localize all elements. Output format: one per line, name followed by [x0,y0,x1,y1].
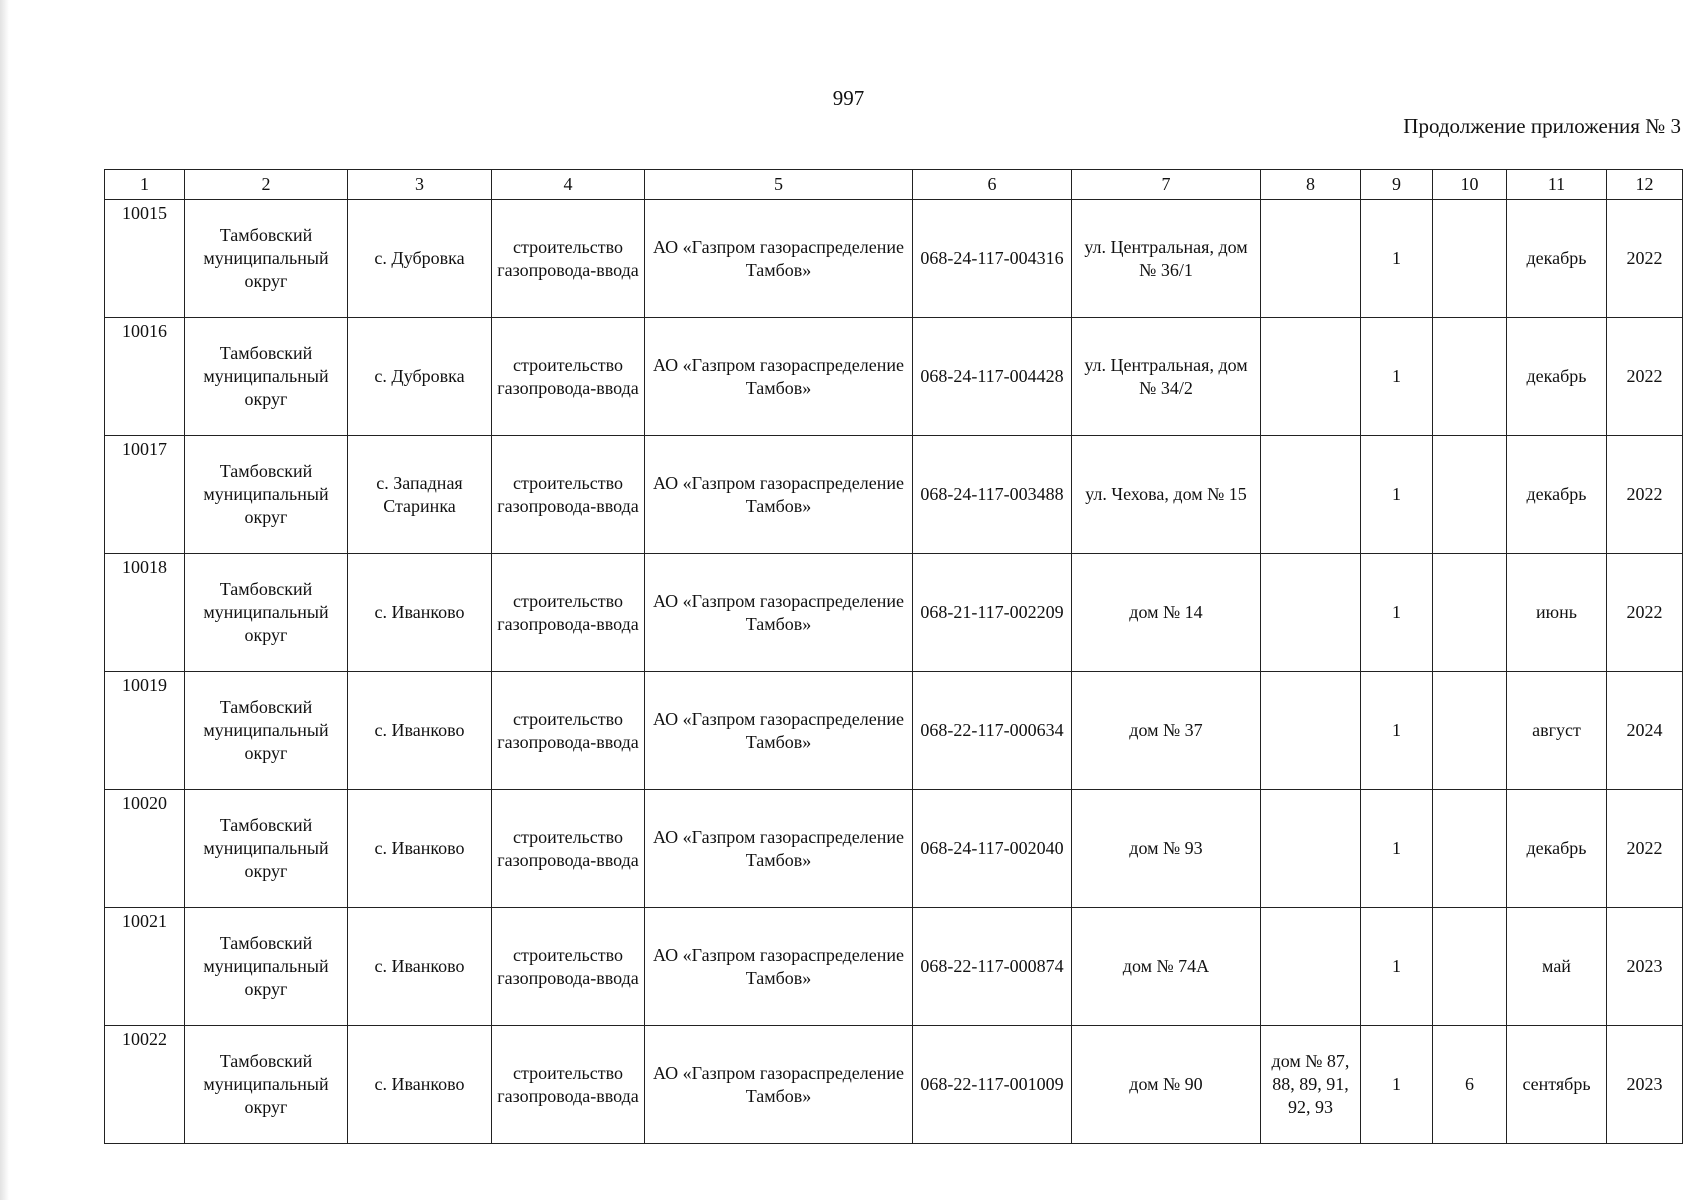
column-header: 10 [1433,170,1507,200]
organization-cell: АО «Газпром газораспределение Тамбов» [645,318,913,436]
settlement-cell: с. Дубровка [348,200,492,318]
month-cell: декабрь [1507,318,1607,436]
appendix-continuation-note: Продолжение приложения № 3 [1403,114,1681,138]
data-table [104,169,1683,1144]
row-number-cell: 10021 [105,908,185,1026]
table-row [105,908,1683,1026]
column-header: 8 [1261,170,1361,200]
year-cell: 2022 [1607,200,1683,318]
column-header: 4 [492,170,645,200]
address-cell: дом № 93 [1072,790,1261,908]
year-cell: 2022 [1607,554,1683,672]
work-type-cell: строительство газопровода-ввода [492,554,645,672]
row-number-cell: 10016 [105,318,185,436]
column-header: 2 [185,170,348,200]
month-cell: сентябрь [1507,1026,1607,1144]
settlement-cell: с. Иванково [348,1026,492,1144]
code-cell: 068-22-117-000634 [913,672,1072,790]
district-cell: Тамбовский муниципальный округ [185,318,348,436]
district-cell: Тамбовский муниципальный округ [185,436,348,554]
extra-address-cell [1261,200,1361,318]
settlement-cell: с. Иванково [348,554,492,672]
district-cell: Тамбовский муниципальный округ [185,1026,348,1144]
month-cell: декабрь [1507,790,1607,908]
table-row [105,318,1683,436]
extra-address-cell [1261,436,1361,554]
organization-cell: АО «Газпром газораспределение Тамбов» [645,554,913,672]
work-type-cell: строительство газопровода-ввода [492,790,645,908]
year-cell: 2023 [1607,1026,1683,1144]
code-cell: 068-21-117-002209 [913,554,1072,672]
year-cell: 2022 [1607,790,1683,908]
year-cell: 2022 [1607,436,1683,554]
settlement-cell: с. Иванково [348,908,492,1026]
district-cell: Тамбовский муниципальный округ [185,554,348,672]
district-cell: Тамбовский муниципальный округ [185,908,348,1026]
table-row [105,554,1683,672]
district-cell: Тамбовский муниципальный округ [185,672,348,790]
address-cell: ул. Центральная, дом № 34/2 [1072,318,1261,436]
extra-count-cell [1433,436,1507,554]
extra-count-cell [1433,200,1507,318]
organization-cell: АО «Газпром газораспределение Тамбов» [645,790,913,908]
extra-address-cell [1261,318,1361,436]
month-cell: декабрь [1507,200,1607,318]
count-cell: 1 [1361,318,1433,436]
extra-count-cell [1433,672,1507,790]
column-header: 9 [1361,170,1433,200]
organization-cell: АО «Газпром газораспределение Тамбов» [645,1026,913,1144]
work-type-cell: строительство газопровода-ввода [492,436,645,554]
table-row [105,672,1683,790]
page-number: 997 [832,86,865,110]
work-type-cell: строительство газопровода-ввода [492,318,645,436]
organization-cell: АО «Газпром газораспределение Тамбов» [645,672,913,790]
year-cell: 2024 [1607,672,1683,790]
count-cell: 1 [1361,554,1433,672]
column-header: 11 [1507,170,1607,200]
table-row [105,200,1683,318]
column-header: 3 [348,170,492,200]
year-cell: 2023 [1607,908,1683,1026]
work-type-cell: строительство газопровода-ввода [492,200,645,318]
column-header: 7 [1072,170,1261,200]
organization-cell: АО «Газпром газораспределение Тамбов» [645,908,913,1026]
address-cell: дом № 74А [1072,908,1261,1026]
code-cell: 068-22-117-000874 [913,908,1072,1026]
count-cell: 1 [1361,908,1433,1026]
work-type-cell: строительство газопровода-ввода [492,1026,645,1144]
address-cell: дом № 90 [1072,1026,1261,1144]
extra-address-cell: дом № 87, 88, 89, 91, 92, 93 [1261,1026,1361,1144]
extra-address-cell [1261,554,1361,672]
month-cell: декабрь [1507,436,1607,554]
address-cell: ул. Чехова, дом № 15 [1072,436,1261,554]
address-cell: дом № 14 [1072,554,1261,672]
district-cell: Тамбовский муниципальный округ [185,200,348,318]
code-cell: 068-24-117-002040 [913,790,1072,908]
month-cell: август [1507,672,1607,790]
row-number-cell: 10022 [105,1026,185,1144]
extra-count-cell [1433,908,1507,1026]
count-cell: 1 [1361,200,1433,318]
table-row [105,436,1683,554]
column-number-row [105,170,1683,200]
address-cell: дом № 37 [1072,672,1261,790]
settlement-cell: с. Дубровка [348,318,492,436]
settlement-cell: с. Иванково [348,790,492,908]
work-type-cell: строительство газопровода-ввода [492,908,645,1026]
district-cell: Тамбовский муниципальный округ [185,790,348,908]
count-cell: 1 [1361,790,1433,908]
count-cell: 1 [1361,1026,1433,1144]
extra-address-cell [1261,790,1361,908]
count-cell: 1 [1361,672,1433,790]
organization-cell: АО «Газпром газораспределение Тамбов» [645,436,913,554]
extra-address-cell [1261,672,1361,790]
year-cell: 2022 [1607,318,1683,436]
settlement-cell: с. Западная Старинка [348,436,492,554]
work-type-cell: строительство газопровода-ввода [492,672,645,790]
code-cell: 068-22-117-001009 [913,1026,1072,1144]
month-cell: май [1507,908,1607,1026]
code-cell: 068-24-117-004316 [913,200,1072,318]
organization-cell: АО «Газпром газораспределение Тамбов» [645,200,913,318]
column-header: 5 [645,170,913,200]
code-cell: 068-24-117-003488 [913,436,1072,554]
extra-address-cell [1261,908,1361,1026]
table-row [105,790,1683,908]
address-cell: ул. Центральная, дом № 36/1 [1072,200,1261,318]
row-number-cell: 10019 [105,672,185,790]
extra-count-cell: 6 [1433,1026,1507,1144]
row-number-cell: 10017 [105,436,185,554]
row-number-cell: 10018 [105,554,185,672]
column-header: 12 [1607,170,1683,200]
row-number-cell: 10020 [105,790,185,908]
scan-edge-shadow [0,0,9,1200]
table-row [105,1026,1683,1144]
row-number-cell: 10015 [105,200,185,318]
extra-count-cell [1433,554,1507,672]
month-cell: июнь [1507,554,1607,672]
code-cell: 068-24-117-004428 [913,318,1072,436]
column-header: 6 [913,170,1072,200]
extra-count-cell [1433,318,1507,436]
column-header: 1 [105,170,185,200]
count-cell: 1 [1361,436,1433,554]
settlement-cell: с. Иванково [348,672,492,790]
extra-count-cell [1433,790,1507,908]
